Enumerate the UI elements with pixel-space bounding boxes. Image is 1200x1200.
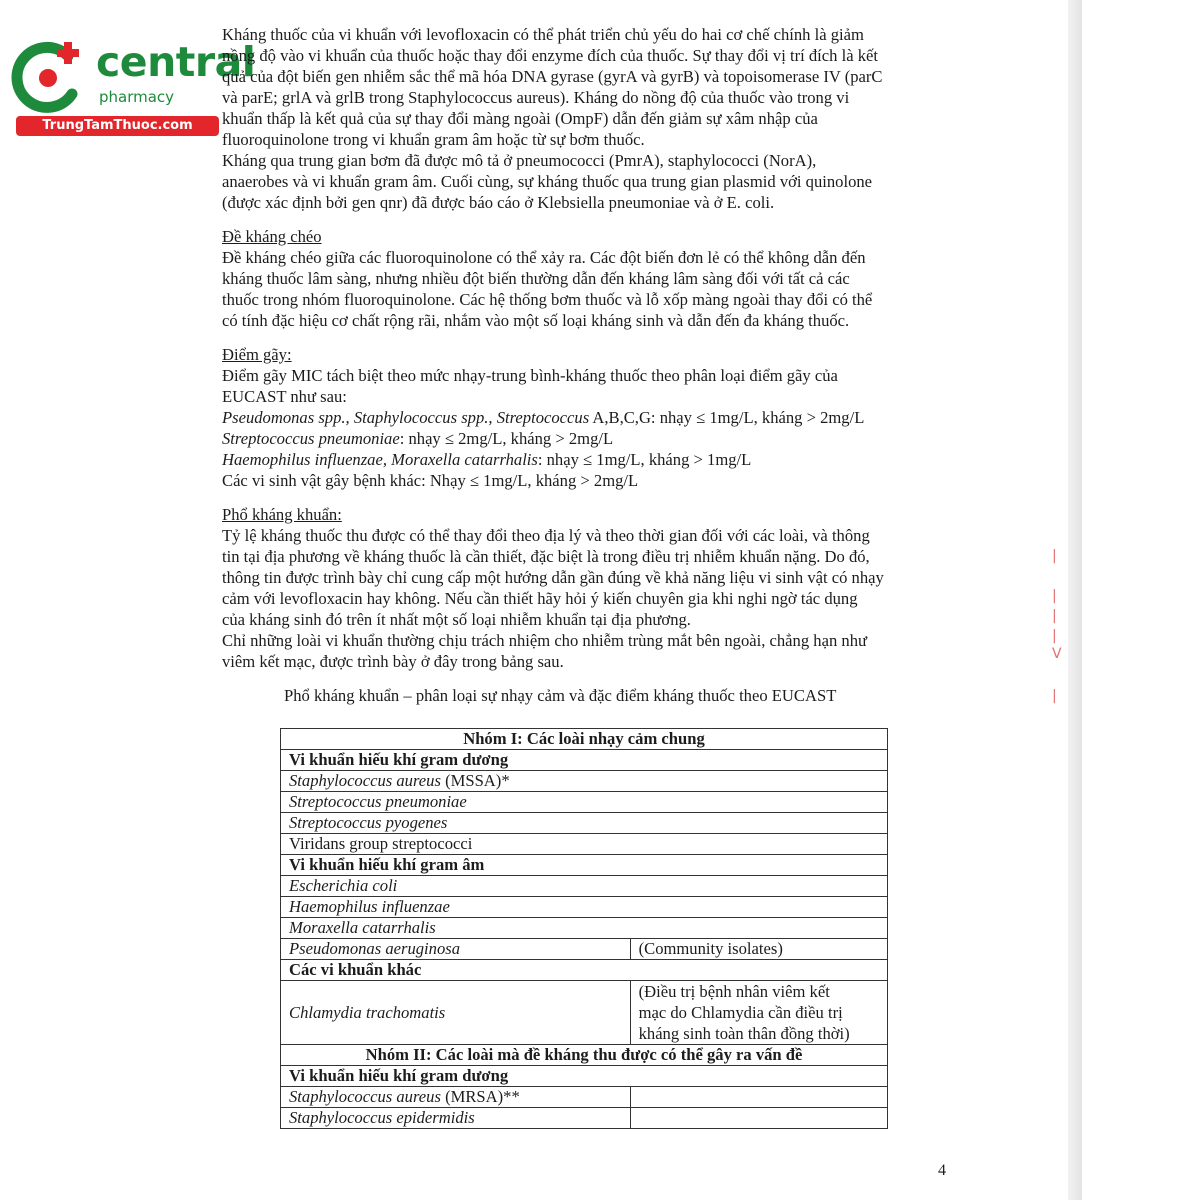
species-cell: Viridans group streptococci bbox=[281, 834, 888, 855]
breakpoint-line: Các vi sinh vật gây bệnh khác: Nhạy ≤ 1mg/L, kháng > 2mg/L bbox=[222, 471, 639, 490]
text-line: kháng thuốc lâm sàng, nhưng nhiều đột biến thường dẫn đến kháng lâm sàng đối với tất cả các bbox=[222, 269, 850, 288]
species-name: Streptococcus pneumoniae bbox=[289, 792, 467, 811]
table-row bbox=[281, 750, 888, 771]
species-cell bbox=[281, 897, 888, 918]
logo-name: central bbox=[96, 38, 256, 86]
species-cell bbox=[281, 939, 631, 960]
note-line: mạc do Chlamydia cần điều trị bbox=[638, 1003, 843, 1022]
table-row bbox=[281, 1045, 888, 1066]
species-name: Streptococcus pneumoniae bbox=[222, 429, 400, 448]
note-cell bbox=[630, 981, 887, 1045]
species-cell bbox=[281, 792, 888, 813]
text-line: Kháng qua trung gian bơm đã được mô tả ở pneumococci (PmrA), staphylococci (NorA), bbox=[222, 151, 817, 170]
paragraph-resistance-mechanisms bbox=[222, 24, 945, 150]
species-name: Moraxella catarrhalis bbox=[289, 918, 436, 937]
note-cell bbox=[630, 1108, 887, 1129]
heading-spectrum: Phổ kháng khuẩn: bbox=[222, 505, 342, 524]
table-row bbox=[281, 981, 888, 1045]
text-line: Chỉ những loài vi khuẩn thường chịu trách nhiệm cho nhiễm trùng mắt bên ngoài, chẳng hạn như bbox=[222, 631, 867, 650]
species-cell bbox=[281, 981, 631, 1045]
subgroup-header: Vi khuẩn hiếu khí gram dương bbox=[281, 1066, 888, 1087]
text-line: (được xác định bởi gen qnr) đã được báo cáo ở Klebsiella pneumoniae và ở E. coli. bbox=[222, 193, 775, 212]
strain-note: (MSSA)* bbox=[440, 771, 510, 790]
species-name: Staphylococcus aureus bbox=[289, 771, 441, 790]
text-line: có tính đặc hiệu cơ chất rộng rãi, nhắm vào một số loại kháng sinh và dẫn đến đa kháng thuốc. bbox=[222, 311, 850, 330]
species-cell bbox=[281, 1087, 631, 1108]
table-row bbox=[281, 834, 888, 855]
table-row bbox=[281, 1066, 888, 1087]
species-name: Haemophilus influenzae, Moraxella catarrhalis bbox=[222, 450, 538, 469]
text-line: fluoroquinolone trong vi khuẩn gram âm hoặc từ sự bơm thuốc. bbox=[222, 130, 645, 149]
text-line: quả của đột biến gen nhiễm sắc thể mã hóa DNA gyrase (gyrA và gyrB) và topoisomerase IV (parC bbox=[222, 67, 883, 86]
paragraph-spectrum bbox=[222, 525, 945, 672]
table-row bbox=[281, 1108, 888, 1129]
species-name: Haemophilus influenzae bbox=[289, 897, 450, 916]
heading-breakpoints: Điểm gãy: bbox=[222, 345, 292, 364]
breakpoint-values: A,B,C,G: nhạy ≤ 1mg/L, kháng > 2mg/L bbox=[589, 408, 865, 427]
text-line: và parE; grlA và grlB trong Staphylococcus aureus). Kháng do nồng độ của thuốc vào trong vi bbox=[222, 88, 850, 107]
breakpoint-line bbox=[222, 408, 864, 427]
paragraph-efflux bbox=[222, 150, 945, 213]
note-cell bbox=[630, 1087, 887, 1108]
paragraph-breakpoints bbox=[222, 365, 945, 491]
subgroup-header: Các vi khuẩn khác bbox=[281, 960, 888, 981]
text-line: cảm với levofloxacin hay không. Nếu cần thiết hãy hỏi ý kiến chuyên gia khi nghi ngờ tác dụng bbox=[222, 589, 858, 608]
species-cell bbox=[281, 1108, 631, 1129]
species-cell bbox=[281, 876, 888, 897]
logo-subtitle: pharmacy bbox=[99, 88, 175, 106]
subgroup-header: Vi khuẩn hiếu khí gram âm bbox=[281, 855, 888, 876]
text-line: thuốc trong nhóm fluoroquinolone. Các hệ thống bơm thuốc và lỗ xốp màng ngoài thay đổi có thể bbox=[222, 290, 873, 309]
note-line: kháng sinh toàn thân đồng thời) bbox=[638, 1024, 850, 1043]
species-name: Chlamydia trachomatis bbox=[289, 1002, 446, 1022]
species-name: Pseudomonas aeruginosa bbox=[289, 939, 461, 958]
table-row bbox=[281, 813, 888, 834]
table-row bbox=[281, 729, 888, 750]
document-body bbox=[222, 24, 945, 672]
strain-note: (MRSA)** bbox=[440, 1087, 520, 1106]
pharmacy-cross-logo-icon bbox=[10, 38, 88, 116]
breakpoint-values: : nhạy ≤ 1mg/L, kháng > 1mg/L bbox=[537, 450, 752, 469]
table-row bbox=[281, 771, 888, 792]
species-name: Staphylococcus aureus bbox=[289, 1087, 441, 1106]
note-cell: (Community isolates) bbox=[630, 939, 887, 960]
text-line: của kháng sinh đó trên ít nhất một số loại nhiễm khuẩn tại địa phương. bbox=[222, 610, 691, 629]
text-line: tin tại địa phương về kháng thuốc là cần thiết, đặc biệt là trong điều trị nhiễm khuẩn nặng. Do đó, bbox=[222, 547, 870, 566]
table-row bbox=[281, 897, 888, 918]
species-name: Escherichia coli bbox=[289, 876, 398, 895]
stamp-mark: | | | | V | bbox=[1052, 548, 1062, 704]
species-cell bbox=[281, 771, 888, 792]
table-row bbox=[281, 855, 888, 876]
heading-cross-resistance: Đề kháng chéo bbox=[222, 227, 322, 246]
text-line: Kháng thuốc của vi khuẩn với levofloxacin có thể phát triển chủ yếu do hai cơ chế chính là giảm bbox=[222, 25, 864, 44]
logo-url: TrungTamThuoc.com bbox=[16, 116, 219, 136]
note-line: (Điều trị bệnh nhân viêm kết bbox=[638, 982, 830, 1001]
species-name: Pseudomonas spp., Staphylococcus spp., Streptococcus bbox=[222, 408, 590, 427]
table-row bbox=[281, 939, 888, 960]
subgroup-header: Vi khuẩn hiếu khí gram dương bbox=[281, 750, 888, 771]
species-cell bbox=[281, 918, 888, 939]
text-line: Đề kháng chéo giữa các fluoroquinolone có thể xảy ra. Các đột biến đơn lẻ có thể không dẫn đến bbox=[222, 248, 866, 267]
text-line: Tỷ lệ kháng thuốc thu được có thể thay đổi theo địa lý và theo thời gian đối với các loài, và thông bbox=[222, 526, 870, 545]
table-row bbox=[281, 960, 888, 981]
text-line: khuẩn thấp là kết quả của sự thay đổi màng ngoài (OmpF) dẫn đến giảm sự xâm nhập của bbox=[222, 109, 818, 128]
breakpoint-line bbox=[222, 429, 613, 448]
table-row bbox=[281, 792, 888, 813]
page-number: 4 bbox=[938, 1162, 946, 1179]
species-cell bbox=[281, 813, 888, 834]
table-row bbox=[281, 1087, 888, 1108]
text-line: EUCAST như sau: bbox=[222, 387, 347, 406]
species-name: Streptococcus pyogenes bbox=[289, 813, 448, 832]
table-row bbox=[281, 876, 888, 897]
table-caption: Phổ kháng khuẩn – phân loại sự nhạy cảm và đặc điểm kháng thuốc theo EUCAST bbox=[284, 686, 837, 705]
breakpoint-values: : nhạy ≤ 2mg/L, kháng > 2mg/L bbox=[399, 429, 614, 448]
text-line: anaerobes và vi khuẩn gram âm. Cuối cùng, sự kháng thuốc qua trung gian plasmid với quinolone bbox=[222, 172, 873, 191]
breakpoint-line bbox=[222, 450, 751, 469]
group-header: Nhóm II: Các loài mà đề kháng thu được có thể gây ra vấn đề bbox=[281, 1045, 888, 1066]
species-name: Staphylococcus epidermidis bbox=[289, 1108, 475, 1127]
text-line: Điểm gãy MIC tách biệt theo mức nhạy-trung bình-kháng thuốc theo phân loại điểm gãy của bbox=[222, 366, 838, 385]
table-row bbox=[281, 918, 888, 939]
scan-margin bbox=[1082, 0, 1200, 1200]
paragraph-cross-resistance bbox=[222, 247, 945, 331]
text-line: viêm kết mạc, được trình bày ở đây trong bảng sau. bbox=[222, 652, 564, 671]
susceptibility-table bbox=[280, 728, 888, 1129]
central-pharmacy-logo[interactable] bbox=[10, 36, 256, 136]
text-line: thông tin được trình bày chỉ cung cấp một hướng dẫn gần đúng về khả năng liệu vi sinh vật có nhạy bbox=[222, 568, 884, 587]
text-line: nồng độ vào vi khuẩn của thuốc hoặc thay đổi enzyme đích của thuốc. Sự thay đổi vị trí đích là kết bbox=[222, 46, 878, 65]
group-header: Nhóm I: Các loài nhạy cảm chung bbox=[281, 729, 888, 750]
